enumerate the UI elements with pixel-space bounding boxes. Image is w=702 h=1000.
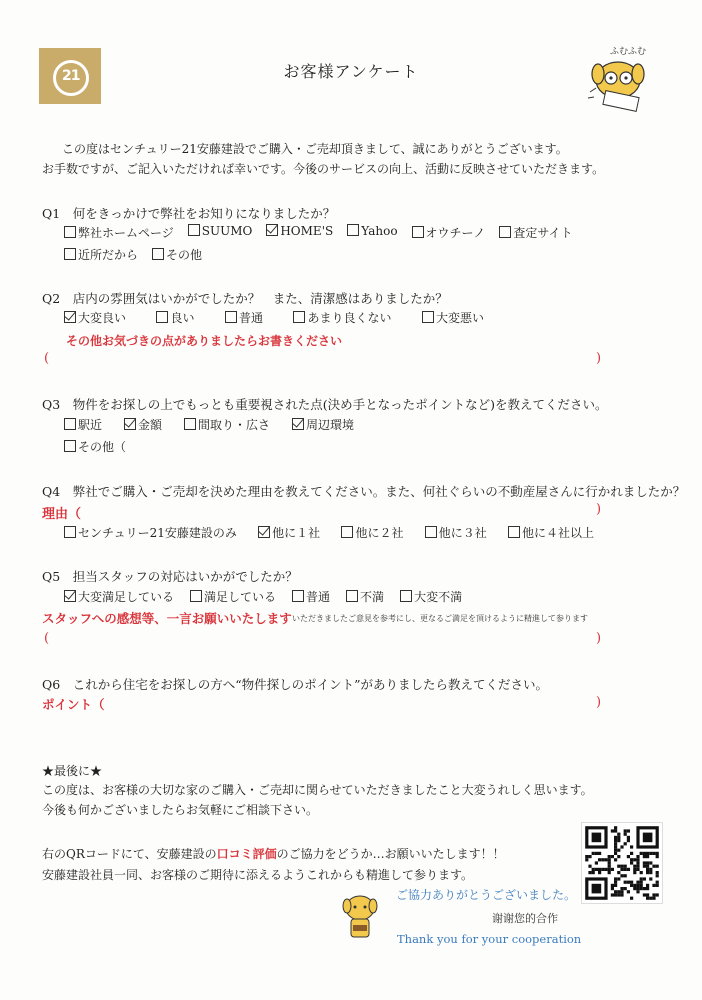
q1-option-label: 近所だから [78,248,139,262]
q4-option[interactable] [258,524,320,541]
q3-checkbox[interactable] [64,418,76,430]
q4-option[interactable] [508,524,594,541]
q6-paren-close: ) [596,695,602,710]
q2-paren-open: ( [44,351,50,366]
q5-small-note: いただきましたご意見を参考にし、更なるご満足を頂けるように精進して参ります [292,614,588,623]
q2-options [64,309,484,326]
q5-label: Q5 担当スタッフの対応はいかがでしたか？ [42,569,298,584]
q3-checkbox[interactable] [184,418,196,430]
thanks-cn: 谢谢您的合作 [492,912,558,925]
q2-checkbox[interactable] [422,311,434,323]
q3-checkbox[interactable] [292,418,304,430]
q2-option[interactable] [64,309,126,326]
q2-label: Q2 店内の雰囲気はいかがでしたか？ また、清潔感はありましたか？ [42,291,448,306]
q2-checkbox[interactable] [225,311,237,323]
q4-option[interactable] [425,524,487,541]
q4-options [64,524,594,541]
q3-option[interactable] [64,416,102,433]
closing-line-1: この度は、お客様の大切な家のご購入・ご売却に関らせていただきましたこと大変うれしく思います。 [42,783,593,797]
q1-options [64,224,572,241]
q5-checkbox[interactable] [400,590,412,602]
q4-option-label: 他に１社 [272,526,321,540]
q4-checkbox[interactable] [64,526,76,538]
q4-checkbox[interactable] [258,526,270,538]
q5-option[interactable] [64,588,174,605]
q5-option-label: 普通 [306,590,331,604]
q2-option-label: 大変悪い [435,311,484,325]
intro-line-2: お手数ですが、ご記入いただければ幸いです。今後のサービスの向上、活動に反映させていただきます。 [42,162,605,176]
q1-checkbox[interactable] [152,248,164,260]
q3-label: Q3 物件をお探しの上でもっとも重要視された点(決め手となったポイントなど)を教えてください。 [42,397,608,412]
q1-option-label: その他 [166,248,203,262]
q5-option-label: 不満 [360,590,385,604]
q1-option[interactable] [266,224,333,241]
q2-paren-close: ) [596,351,602,366]
closing-line-2: 今後も何かございましたらお気軽にご相談下さい。 [42,803,319,817]
q5-checkbox[interactable] [64,590,76,602]
q1-checkbox[interactable] [64,226,76,238]
q2-option-label: あまり良くない [307,311,392,325]
q1-label: Q1 何をきっかけで弊社をお知りになりましたか？ [42,206,336,221]
q2-note: その他お気づきの点がありましたらお書きください [66,334,343,348]
q4-checkbox[interactable] [508,526,520,538]
closing-line-4: 安藤建設社員一同、お客様のご期待に添えるようこれからも精進して参ります。 [42,868,474,882]
q4-option-label: 他に２社 [355,526,404,540]
mascot-dog-thanks-icon [340,892,380,942]
closing-qr-line [42,845,505,862]
q2-option[interactable] [225,309,263,326]
q3-options [64,416,354,433]
q1-option-label: SUUMO [201,224,253,238]
q1-options-2 [64,246,202,263]
q3-option[interactable] [124,416,162,433]
q2-checkbox[interactable] [156,311,168,323]
q4-option-label: 他に４社以上 [521,526,594,540]
qr-line-pre: 右のQRコードにて、安藤建設の [42,847,217,861]
q1-option[interactable] [188,224,253,241]
q4-checkbox[interactable] [341,526,353,538]
q5-checkbox[interactable] [292,590,304,602]
mascot-dog-reading-icon [580,42,662,112]
q2-checkbox[interactable] [64,311,76,323]
q3-checkbox[interactable] [124,418,136,430]
q1-option-label: HOME'S [280,224,334,238]
q1-option-label: 査定サイト [513,226,573,240]
q5-note: スタッフへの感想等、一言お願いいたします [42,611,292,626]
q4-checkbox[interactable] [425,526,437,538]
q1-option-label: オウチーノ [425,226,486,240]
q1-option[interactable] [347,224,397,241]
q2-option-label: 良い [170,311,195,325]
q5-option[interactable] [400,588,462,605]
q2-option[interactable] [422,309,484,326]
q5-checkbox[interactable] [346,590,358,602]
q4-option[interactable] [64,524,237,541]
q5-option-label: 大変不満 [414,590,463,604]
closing-heading: ★最後に★ [42,764,103,778]
q5-option[interactable] [292,588,330,605]
q4-reason: 理由（ [42,507,82,522]
q5-option[interactable] [346,588,384,605]
q1-option-label: 弊社ホームページ [78,226,174,240]
mascot-caption: ふむふむ [610,47,647,57]
q1-checkbox[interactable] [412,226,424,238]
q5-options [64,588,462,605]
page-title: お客様アンケート [283,62,419,81]
q1-option[interactable] [499,224,572,241]
q3-option[interactable] [292,416,354,433]
q4-label: Q4 弊社でご購入・ご売却を決めた理由を教えてください。また、何社ぐらいの不動産屋さんに行かれましたか？ [42,484,686,499]
q2-option-label: 普通 [238,311,263,325]
qr-line-post: のご協力をどうか…お願いいたします！！ [276,847,505,861]
q5-paren-open: ( [44,631,50,646]
qr-line-highlight: 口コミ評価 [216,847,277,861]
q3-other[interactable] [64,438,126,455]
q1-checkbox[interactable] [188,224,200,236]
q2-option[interactable] [293,309,391,326]
q6-label: Q6 これから住宅をお探しの方へ“物件探しのポイント”がありましたら教えてください。 [42,677,548,692]
q1-option[interactable] [64,224,174,241]
qr-code-icon[interactable] [581,822,663,904]
q1-checkbox[interactable] [266,224,278,236]
thanks-jp: ご協力ありがとうございました。 [396,888,577,902]
q6-point: ポイント（ [42,697,105,712]
q5-option-label: 満足している [204,590,277,604]
q1-option[interactable] [412,224,486,241]
q3-option-label: 駅近 [78,418,103,432]
q5-option[interactable] [190,588,276,605]
q1-checkbox[interactable] [64,248,76,260]
q4-paren-close: ) [596,502,602,517]
q3-other-checkbox[interactable] [64,440,76,452]
q2-option-label: 大変良い [78,311,127,325]
thanks-en: Thank you for your cooperation [397,932,582,946]
q1-option[interactable] [152,246,202,263]
intro-line-1: この度はセンチュリー21安藤建設でご購入・ご売却頂きまして、誠にありがとうございます。 [62,142,568,156]
q3-option-label: 金額 [138,418,163,432]
q3-option-label: 周辺環境 [306,418,355,432]
q1-checkbox[interactable] [499,226,511,238]
q4-option-label: センチュリー21安藤建設のみ [78,526,237,540]
logo-text: 21 [62,68,80,84]
q1-option[interactable] [64,246,138,263]
q5-paren-close: ) [596,631,602,646]
q4-option-label: 他に３社 [438,526,487,540]
q2-option[interactable] [156,309,194,326]
q2-checkbox[interactable] [293,311,305,323]
q3-option-label: 間取り・広さ [198,418,271,432]
q3-option[interactable] [184,416,270,433]
q5-option-label: 大変満足している [78,590,175,604]
q5-checkbox[interactable] [190,590,202,602]
q4-option[interactable] [341,524,403,541]
q1-checkbox[interactable] [347,224,359,236]
q3-other-label: その他（ [78,440,127,454]
q1-option-label: Yahoo [361,224,398,238]
